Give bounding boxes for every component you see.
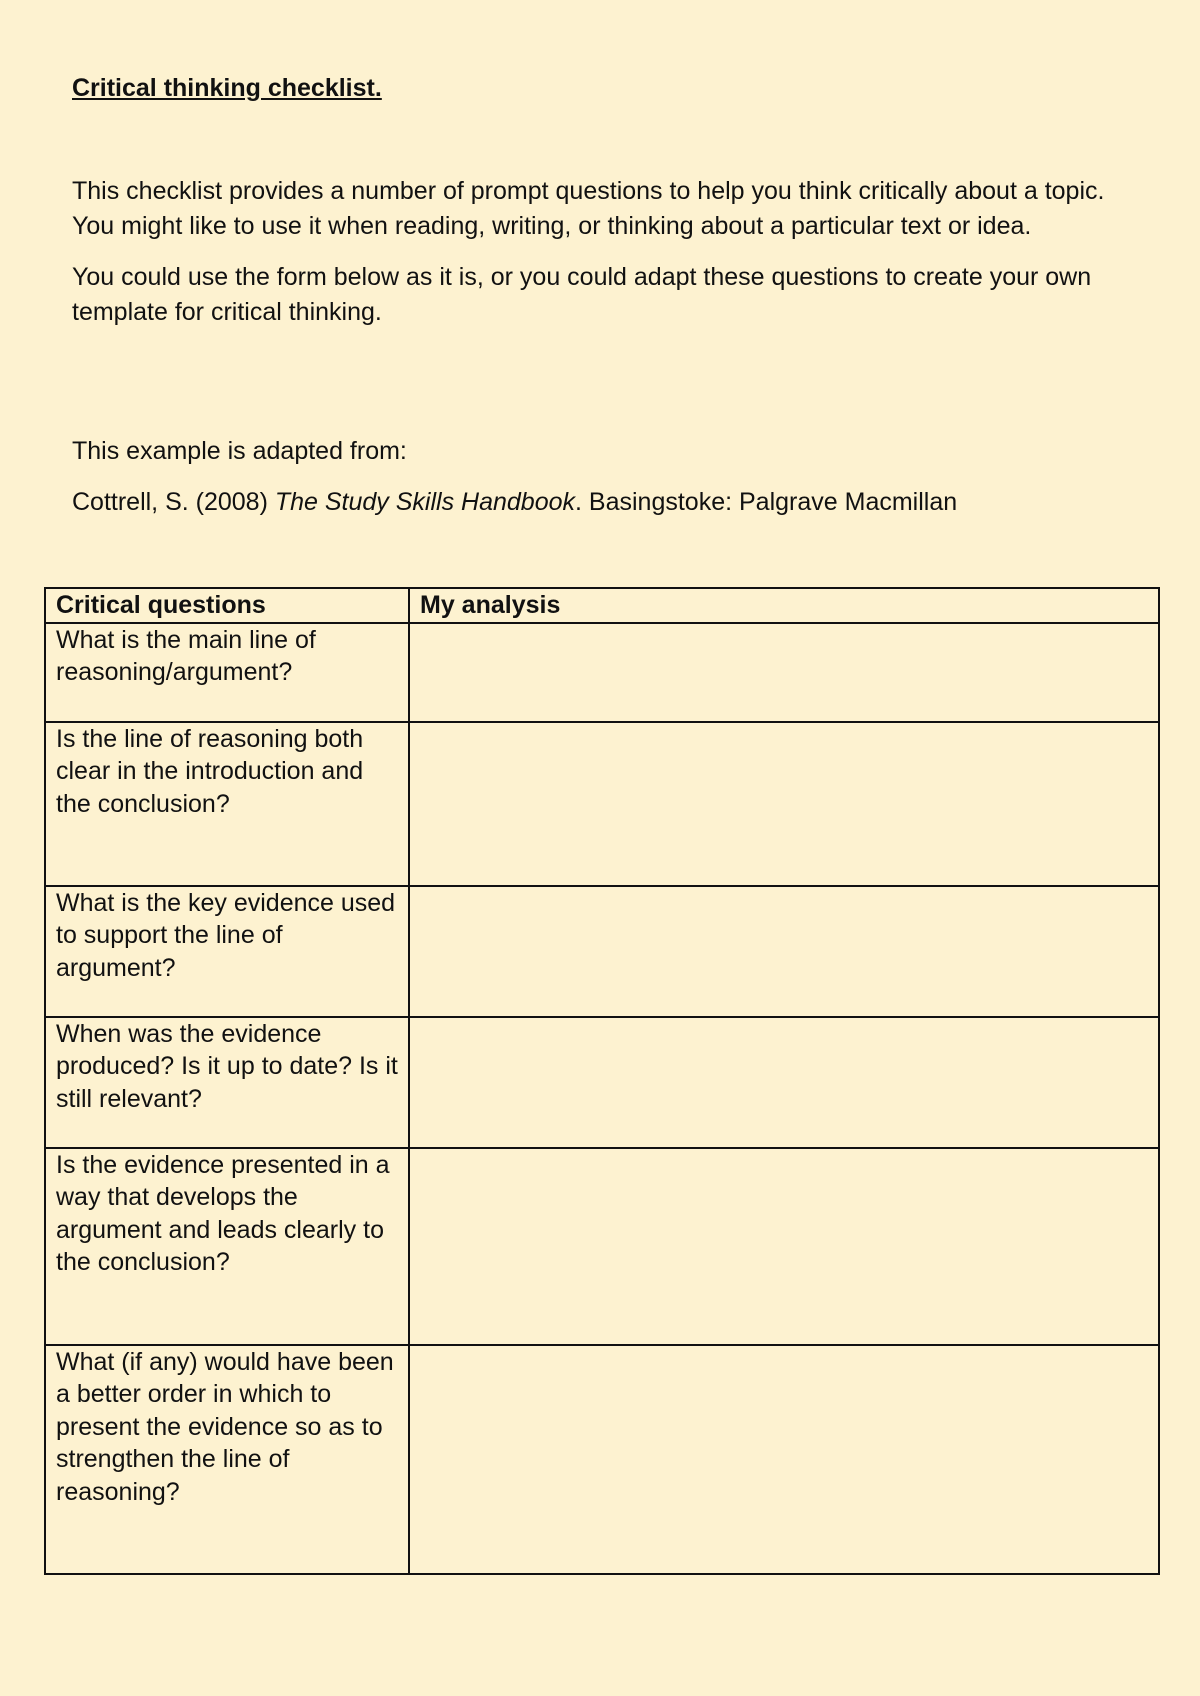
citation-publisher: . Basingstoke: Palgrave Macmillan: [575, 488, 958, 516]
analysis-cell[interactable]: [409, 886, 1159, 1017]
analysis-cell[interactable]: [409, 722, 1159, 886]
table-header-row: [45, 588, 1159, 623]
table-row: [45, 1017, 1159, 1148]
citation: [72, 485, 957, 520]
intro-section: [72, 174, 1132, 346]
intro-paragraph-1: This checklist provides a number of prompt questions to help you think critically about a topic. You might like to use it when reading, writing, or thinking about a particular text or idea.: [72, 177, 1105, 240]
source-label: This example is adapted from:: [72, 437, 407, 465]
citation-author-year: Cottrell, S. (2008): [72, 488, 275, 516]
question-cell: When was the evidence produced? Is it up to date? Is it still relevant?: [45, 1017, 409, 1148]
table-row: [45, 886, 1159, 1017]
question-cell: What (if any) would have been a better order in which to present the evidence so as to strengthen the line of reasoning?: [45, 1345, 409, 1574]
analysis-cell[interactable]: [409, 1345, 1159, 1574]
citation-book-title: The Study Skills Handbook: [274, 488, 576, 516]
table-row: [45, 1148, 1159, 1345]
analysis-cell[interactable]: [409, 623, 1159, 722]
question-cell: What is the key evidence used to support the line of argument?: [45, 886, 409, 1017]
page-title: Critical thinking checklist.: [72, 74, 382, 102]
critical-thinking-table: [44, 587, 1160, 1575]
header-critical-questions: Critical questions: [45, 588, 409, 623]
question-cell: Is the line of reasoning both clear in the introduction and the conclusion?: [45, 722, 409, 886]
analysis-cell[interactable]: [409, 1148, 1159, 1345]
table-row: [45, 623, 1159, 722]
question-cell: What is the main line of reasoning/argument?: [45, 623, 409, 722]
header-my-analysis: My analysis: [409, 588, 1159, 623]
table-row: [45, 1345, 1159, 1574]
intro-paragraph-2: You could use the form below as it is, or you could adapt these questions to create your own template for critical thinking.: [72, 263, 1092, 326]
question-cell: Is the evidence presented in a way that develops the argument and leads clearly to the conclusion?: [45, 1148, 409, 1345]
table-row: [45, 722, 1159, 886]
analysis-cell[interactable]: [409, 1017, 1159, 1148]
